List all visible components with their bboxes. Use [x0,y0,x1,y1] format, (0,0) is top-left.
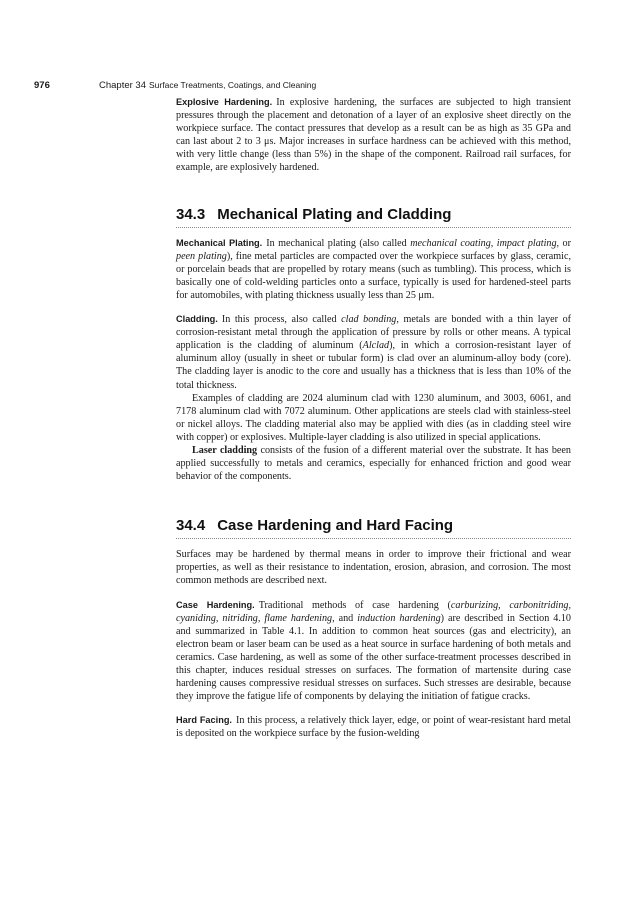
paragraph-cladding-examples: Examples of cladding are 2024 aluminum clad with 1230 aluminum, and 3003, 6061, and 7178 aluminum clad with 7072 aluminum. Other applications are steels clad with stainless-steel or nickel alloys. The cladding material also may be applied with dies (as in cladding steel wire with copper) or explosives. Multiple-layer cladding is also utilized in special applications. [176,392,571,443]
emphasis: induction hardening [357,612,441,624]
text-run: In this process, also called [221,314,342,326]
emphasis: clad bonding [341,314,397,326]
text-run: Traditional methods of case hardening ( [258,599,451,611]
term-mechanical-plating: Mechanical Plating. [176,237,263,248]
page-number: 976 [34,80,50,91]
page-header [34,80,594,94]
term-laser-cladding: Laser cladding [192,444,258,456]
text-run: In this process, a relatively thick layer, edge, or point of wear-resistant hard metal is deposited on the workpiece surface by the fusion-welding [176,715,571,740]
term-cladding: Cladding. [176,314,218,325]
text-run: consists of the fusion of a different material over the substrate. It has been applied successfully to metals and ceramics, especially for enhanced friction and good wear behavior of the components. [176,444,571,483]
text-run: and [334,612,358,624]
text-run: ) are described in Section 4.10 and summarized in Table 4.1. In addition to common heat sources (gas and electricity), an electron beam or laser beam can be used as a heat source in surface hardening of both metals and ceramics. Case hardening, as well as some of the other surface-treatment processes described in this chapter, induces residual stresses on surfaces. The formation of martensite during case hardening causes compressive residual stresses on surfaces. Such stresses are desirable, because they improve the fatigue life of components by delaying the initiation of fatigue cracks. [176,612,571,703]
emphasis: carburizing, carbonitriding, cyaniding, nitriding, flame hardening, [176,599,571,624]
emphasis: peen plating [176,250,227,262]
term-hard-facing: Hard Facing. [176,715,232,726]
term-explosive-hardening: Explosive Hardening. [176,97,273,107]
paragraph-laser-cladding [176,444,571,483]
paragraph-hard-facing [176,714,571,740]
paragraph-mechanical-plating [176,237,571,302]
emphasis: mechanical coating, impact plating, [410,237,560,249]
paragraph-surface-hardening-intro: Surfaces may be hardened by thermal means in order to improve their frictional and wear properties, as well as their resistance to indentation, erosion, abrasion, and corrosion. The most common methods are described next. [176,549,571,587]
text-run: In mechanical plating (also called [266,237,411,249]
paragraph-explosive-hardening [176,96,571,175]
text-run: , metals are bonded with a thin layer of corrosion-resistant metal through the application of pressure by rolls or other means. A typical application is the cladding of aluminum ( [176,314,571,352]
section-heading-34-4 [176,517,571,539]
section-number: 34.4 [176,517,206,535]
page-body [176,96,571,740]
text-run: ), fine metal particles are compacted over the workpiece surfaces by glass, ceramic, or porcelain beads that are propelled by rotary means (such as tumbling). This process, which is basically one of cold-welding particles onto a surface, typically is used for hardened-steel parts for automobiles, with plating thickness usually less than 25 μm. [176,250,571,301]
section-title: Mechanical Plating and Cladding [217,205,452,223]
chapter-title: Surface Treatments, Coatings, and Cleaning [149,80,317,90]
emphasis: Alclad [362,340,390,352]
text-run: ), in which a corrosion-resistant layer of aluminum alloy (usually in sheet or tubular form) is clad over an aluminum-alloy body (core). The cladding layer is anodic to the core and usually has a thickness that is less than 10% of the total thickness. [176,340,571,391]
paragraph-case-hardening [176,599,571,704]
term-case-hardening: Case Hardening. [176,599,255,610]
chapter-label: Chapter 34 [99,80,147,91]
section-title: Case Hardening and Hard Facing [217,517,454,535]
section-heading-34-3 [176,206,571,228]
paragraph-cladding [176,313,571,392]
section-number: 34.3 [176,205,206,223]
text-run: or [559,237,571,249]
explosive-hardening-text: In explosive hardening, the surfaces are subjected to high transient pressures through the placement and detonation of a layer of an explosive sheet directly on the workpiece surface. The contact pressures that develop as a result can be as high as 35 GPa and can last about 2 to 3 μs. Major increases in surface hardness can be achieved with this method, with very little change (less than 5%) in the shape of the component. Railroad rail surfaces, for example, are explosively hardened. [176,97,571,174]
